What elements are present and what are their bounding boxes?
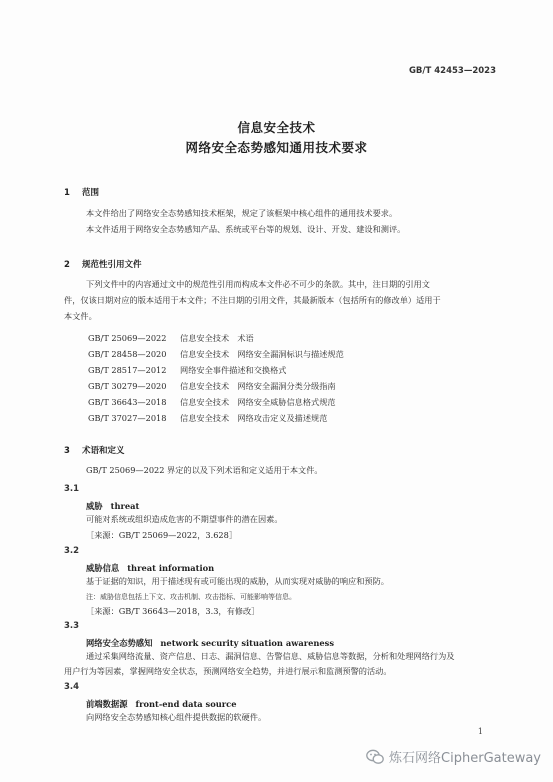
term-heading bbox=[86, 562, 214, 574]
section-1-heading bbox=[64, 186, 99, 198]
section-number: 2 bbox=[64, 260, 70, 270]
paragraph-line: 下列文件中的内容通过文中的规范性引用而构成本文件必不可少的条款。其中，注日期的引用文 bbox=[86, 279, 430, 289]
term-en: threat information bbox=[127, 563, 215, 573]
title-line-2: 网络安全态势感知通用技术要求 bbox=[185, 140, 368, 155]
reference-item bbox=[88, 381, 336, 392]
paragraph: 本文件适用于网络安全态势感知产品、系统或平台等的规划、设计、开发、建设和测评。 bbox=[86, 224, 406, 234]
section-2-heading bbox=[64, 258, 142, 270]
term-definition: 基于证据的知识，用于描述现有或可能出现的威胁，从而实现对威胁的响应和预防。 bbox=[86, 576, 389, 586]
reference-item bbox=[88, 365, 286, 376]
watermark bbox=[366, 747, 541, 766]
section-title: 范围 bbox=[82, 188, 100, 198]
term-en: front-end data source bbox=[135, 699, 237, 709]
section-3-heading bbox=[64, 444, 125, 456]
reference-title: 信息安全技术 术语 bbox=[180, 333, 254, 343]
reference-item bbox=[88, 397, 336, 408]
reference-code: GB/T 36643—2018 bbox=[88, 397, 167, 407]
paragraph-line: 本文件。 bbox=[64, 311, 97, 321]
reference-title: 信息安全技术 网络安全威胁信息格式规范 bbox=[180, 397, 336, 407]
reference-item bbox=[88, 333, 254, 344]
wechat-icon bbox=[366, 749, 384, 765]
term-heading bbox=[86, 637, 334, 649]
term-source: ［来源：GB/T 36643—2018，3.3，有修改］ bbox=[86, 606, 260, 616]
term-number: 3.3 bbox=[64, 621, 80, 631]
term-en: network security situation awareness bbox=[160, 638, 335, 648]
term-definition: 向网络安全态势感知核心组件提供数据的软硬件。 bbox=[86, 712, 267, 722]
standard-number: GB/T 42453—2023 bbox=[408, 66, 496, 76]
reference-title: 信息安全技术 网络安全漏洞分类分级指南 bbox=[180, 381, 336, 391]
term-source: ［来源：GB/T 25069—2022，3.628］ bbox=[86, 530, 238, 540]
reference-title: 信息安全技术 网络攻击定义及描述规范 bbox=[180, 413, 328, 423]
term-en: threat bbox=[110, 501, 140, 511]
section-title: 术语和定义 bbox=[82, 446, 125, 456]
term-number: 3.2 bbox=[64, 546, 80, 556]
reference-code: GB/T 25069—2022 bbox=[88, 333, 167, 343]
paragraph: 本文件给出了网络安全态势感知技术框架，规定了该框架中核心组件的通用技术要求。 bbox=[86, 208, 398, 218]
term-cn: 威胁 bbox=[86, 501, 103, 511]
reference-title: 网络安全事件描述和交换格式 bbox=[180, 365, 287, 375]
term-definition: 可能对系统或组织造成危害的不期望事件的潜在因素。 bbox=[86, 514, 283, 524]
reference-code: GB/T 30279—2020 bbox=[88, 381, 167, 391]
reference-item bbox=[88, 413, 327, 424]
reference-code: GB/T 28458—2020 bbox=[88, 349, 167, 359]
term-number: 3.1 bbox=[64, 484, 80, 494]
section-title: 规范性引用文件 bbox=[82, 260, 142, 270]
reference-item bbox=[88, 349, 344, 360]
term-definition-line: 用户行为等因素，掌握网络安全状态，预测网络安全趋势，并进行展示和监测预警的活动。 bbox=[64, 666, 392, 676]
term-heading bbox=[86, 698, 237, 710]
term-note: 注：威胁信息包括上下文、攻击机制、攻击指标、可能影响等信息。 bbox=[86, 593, 296, 601]
section-number: 1 bbox=[64, 188, 70, 198]
paragraph: GB/T 25069—2022 界定的以及下列术语和定义适用于本文件。 bbox=[86, 465, 323, 475]
title-line-1: 信息安全技术 bbox=[237, 120, 316, 135]
page-number: 1 bbox=[477, 727, 483, 736]
term-cn: 前端数据源 bbox=[86, 699, 128, 709]
paragraph-line: 件，仅该日期对应的版本适用于本文件；不注日期的引用文件，其最新版本（包括所有的修改单）适用于 bbox=[64, 295, 441, 305]
term-number: 3.4 bbox=[64, 682, 80, 692]
term-cn: 网络安全态势感知 bbox=[86, 638, 153, 648]
reference-code: GB/T 28517—2012 bbox=[88, 365, 167, 375]
term-definition-line: 通过采集网络流量、资产信息、日志、漏洞信息、告警信息、威胁信息等数据，分析和处理网络行为及 bbox=[86, 651, 455, 661]
reference-code: GB/T 37027—2018 bbox=[88, 413, 167, 423]
term-cn: 威胁信息 bbox=[86, 563, 120, 573]
watermark-text: 炼石网络CipherGateway bbox=[389, 751, 541, 766]
section-number: 3 bbox=[64, 446, 70, 456]
term-heading bbox=[86, 500, 139, 512]
reference-title: 信息安全技术 网络安全漏洞标识与描述规范 bbox=[180, 349, 344, 359]
